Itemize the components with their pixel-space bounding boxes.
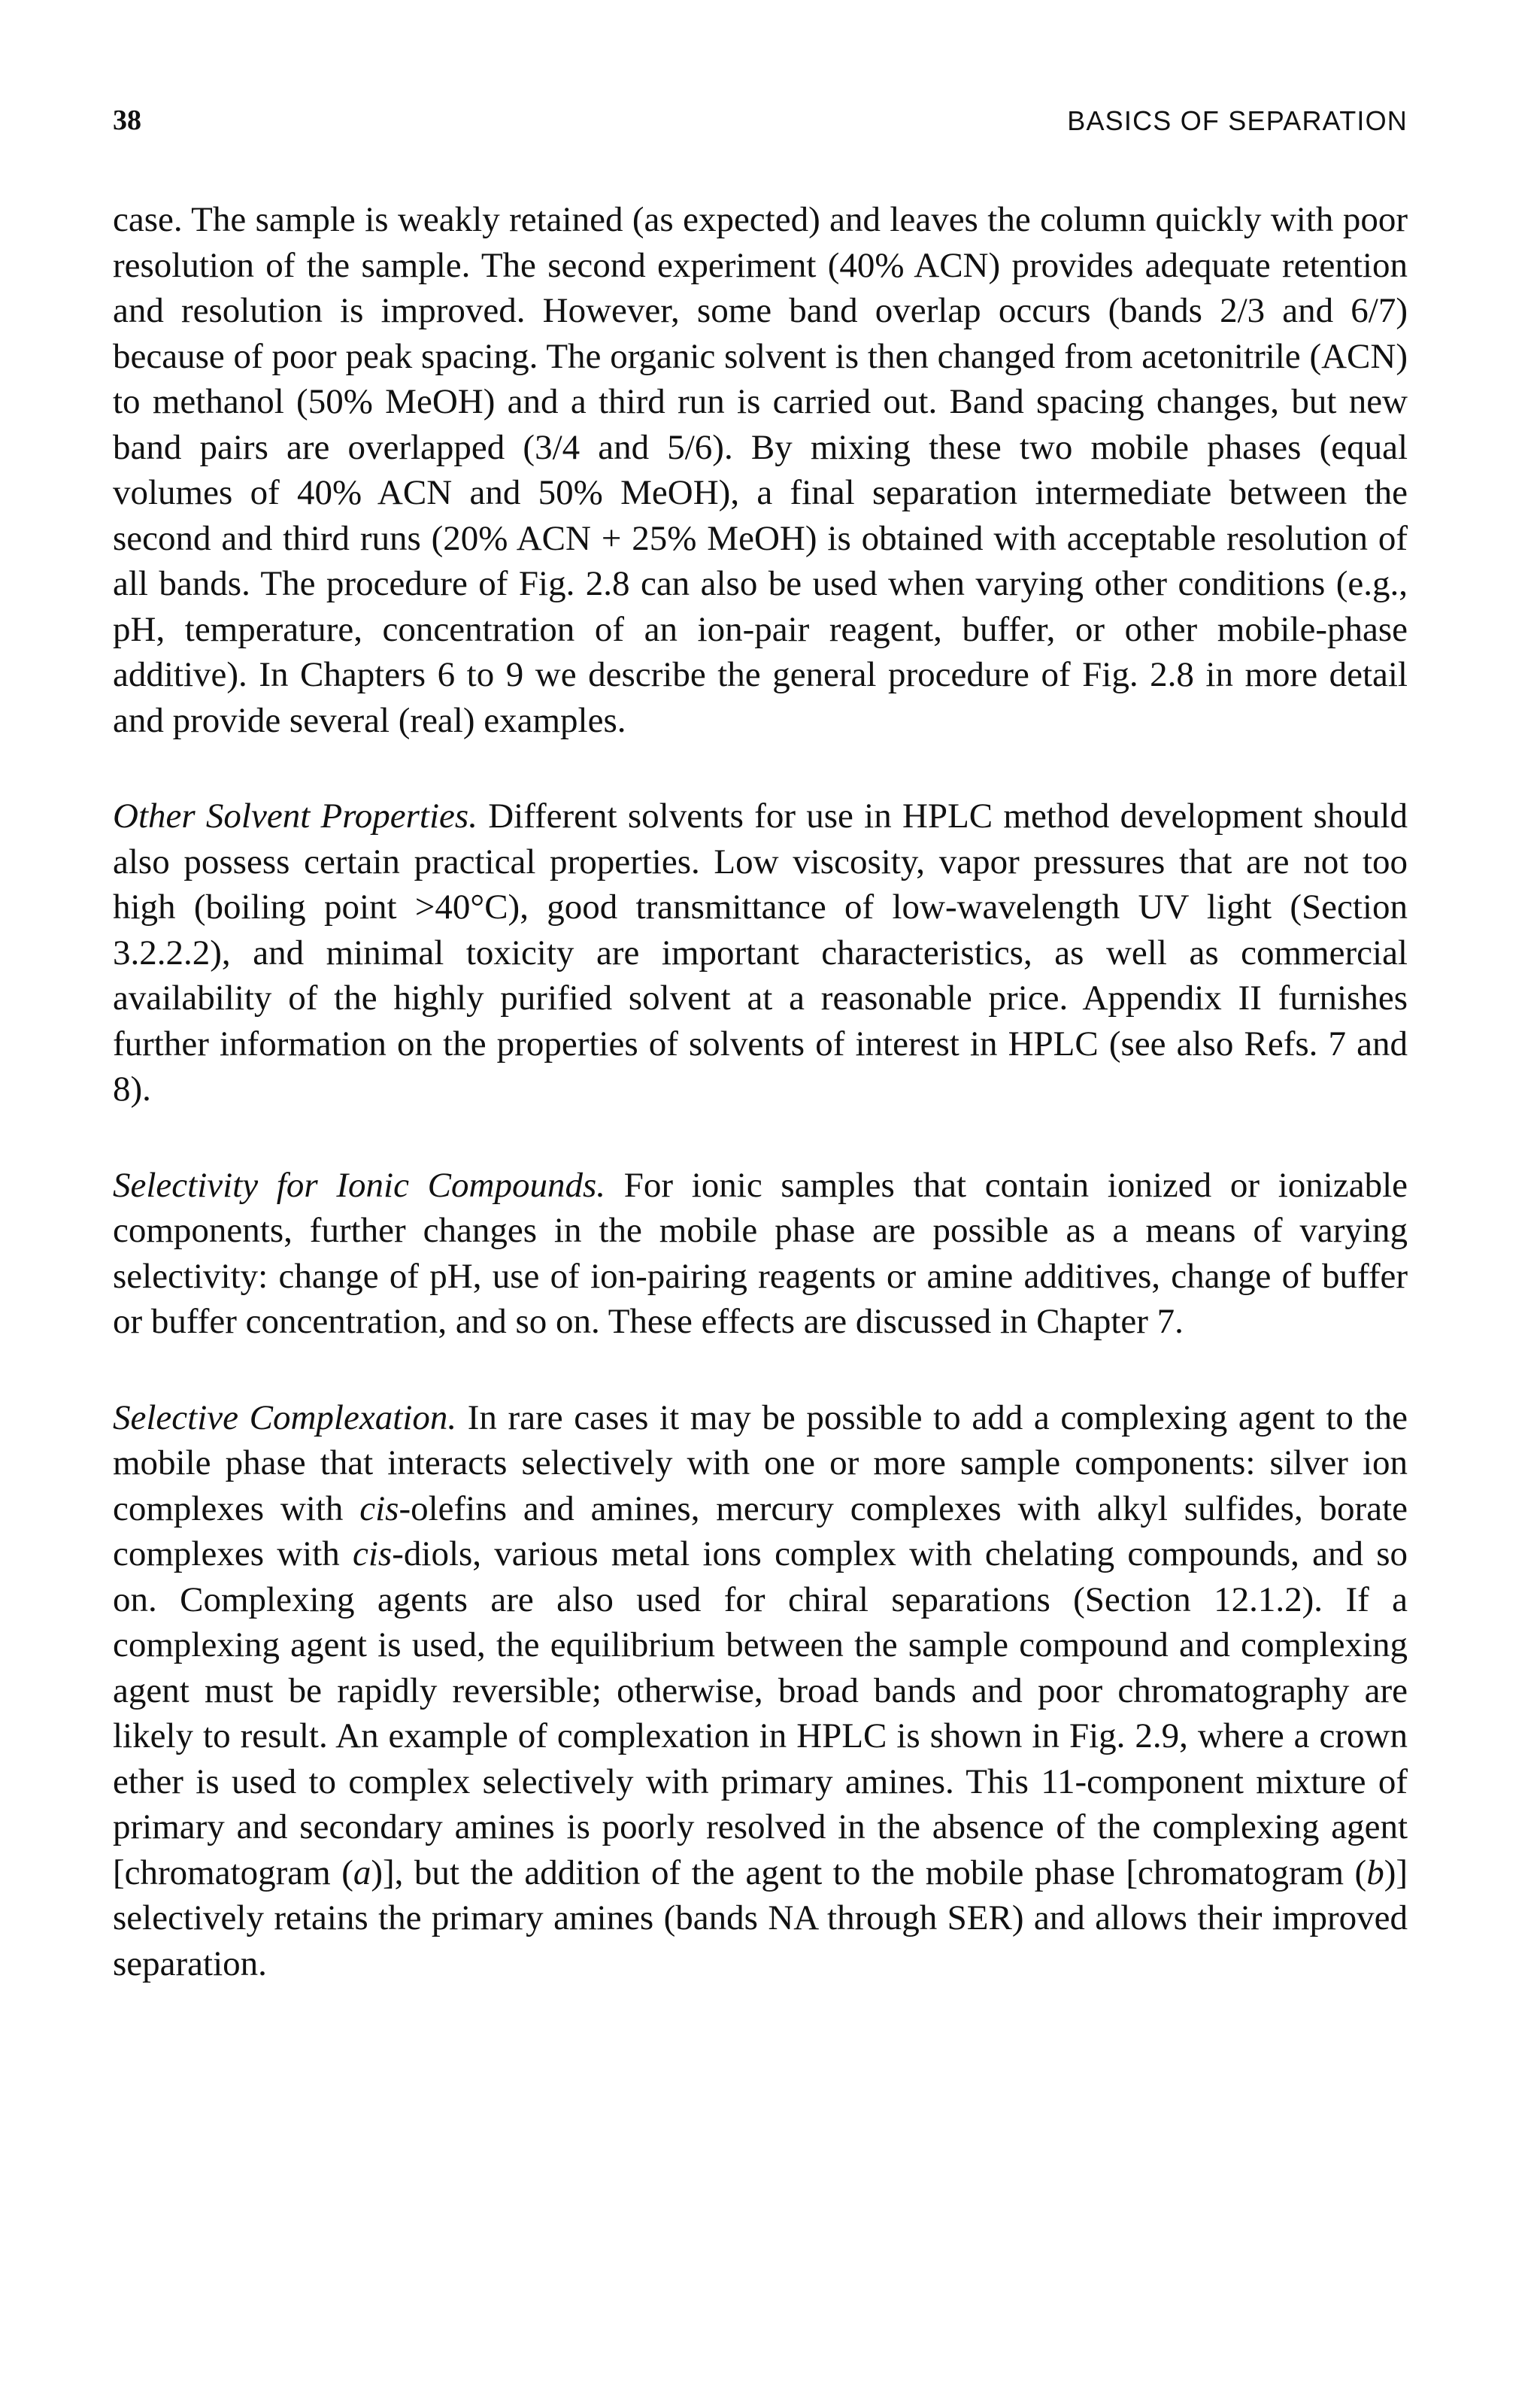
paragraph-heading: Other Solvent Properties.	[113, 796, 477, 836]
italic-term: a	[353, 1852, 371, 1892]
paragraph-other-solvent-properties	[113, 793, 1408, 1112]
paragraph-text: -olefins and amines, mercury complexes with alkyl sulfides, borate complexes with	[113, 1488, 1408, 1573]
body-text	[113, 197, 1408, 1986]
paragraph-continuation	[113, 197, 1408, 743]
paragraph-heading: Selective Complexation.	[113, 1397, 457, 1437]
italic-term: cis	[359, 1488, 399, 1528]
paragraph-text: For ionic samples that contain ionized or ionizable components, further changes in the mobile phase are possible as a means of varying selectivity: change of pH, use of ion-pairing reagents or amine additives, change of buffer or buffer concentration, and so on. These effects are discussed in Chapter 7.	[113, 1165, 1408, 1341]
paragraph-heading: Selectivity for Ionic Compounds.	[113, 1165, 605, 1205]
paragraph-selective-complexation	[113, 1395, 1408, 1987]
paragraph-text: -diols, various metal ions complex with chelating compounds, and so on. Complexing agents are also used for chiral separations (Section 12.1.2). If a complexing agent is used, the equilibrium between the sample compound and complexing agent must be rapidly reversible; otherwise, broad bands and poor chromatography are likely to result. An example of complexation in HPLC is shown in Fig. 2.9, where a crown ether is used to complex selectively with primary amines. This 11-component mixture of primary and secondary amines is poorly resolved in the absence of the complexing agent [chromatogram (	[113, 1534, 1408, 1892]
italic-term: cis	[353, 1534, 393, 1573]
paragraph-selectivity-ionic	[113, 1163, 1408, 1345]
paragraph-text: case. The sample is weakly retained (as expected) and leaves the column quickly with poor resolution of the sample. The second experiment (40% ACN) provides adequate retention and resolution is improved. However, some band overlap occurs (bands 2/3 and 6/7) because of poor peak spacing. The organic solvent is then changed from acetonitrile (ACN) to methanol (50% MeOH) and a third run is carried out. Band spacing changes, but new band pairs are overlapped (3/4 and 5/6). By mixing these two mobile phases (equal volumes of 40% ACN and 50% MeOH), a final separation intermediate between the second and third runs (20% ACN + 25% MeOH) is obtained with acceptable resolution of all bands. The procedure of Fig. 2.8 can also be used when varying other conditions (e.g., pH, temperature, concentration of an ion-pair reagent, buffer, or other mobile-phase additive). In Chapters 6 to 9 we describe the general procedure of Fig. 2.8 in more detail and provide several (real) examples.	[113, 200, 1408, 740]
italic-term: b	[1366, 1852, 1384, 1892]
page-number: 38	[113, 105, 141, 136]
page-header	[113, 104, 1408, 149]
paragraph-text: In rare cases it may be possible to add a complexing agent to the mobile phase that interacts selectively with one or more sample components: silver ion complexes with	[113, 1397, 1408, 1528]
paragraph-text: Different solvents for use in HPLC method development should also possess certain practical properties. Low viscosity, vapor pressures that are not too high (boiling point >40°C), good transmittance of low-wavelength UV light (Section 3.2.2.2), and minimal toxicity are important characteristics, as well as commercial availability of the highly purified solvent at a reasonable price. Appendix II furnishes further information on the properties of solvents of interest in HPLC (see also Refs. 7 and 8).	[113, 796, 1408, 1109]
running-head: BASICS OF SEPARATION	[1067, 105, 1408, 136]
paragraph-text: )], but the addition of the agent to the mobile phase [chromatogram (	[371, 1852, 1367, 1892]
paragraph-text: )] selectively retains the primary amines (bands NA through SER) and allows their improved separation.	[113, 1852, 1408, 1983]
